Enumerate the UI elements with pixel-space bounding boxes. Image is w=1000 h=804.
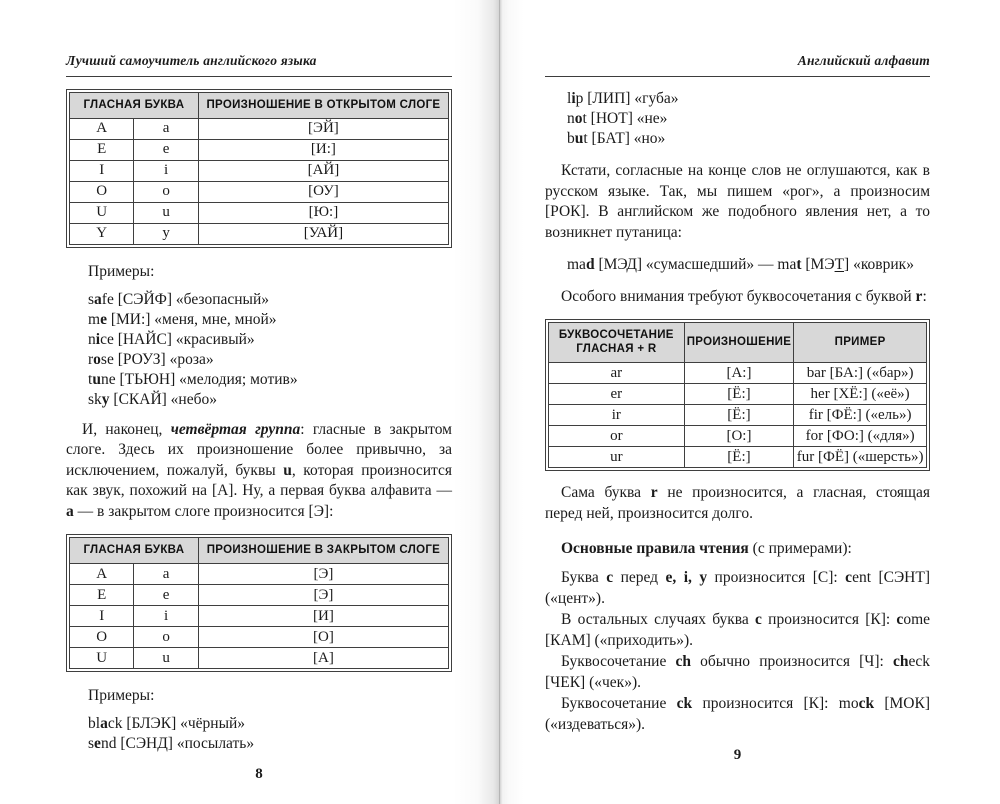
- table-cell: e: [134, 585, 198, 606]
- closed-syllable-table: [66, 534, 452, 672]
- table-cell: O: [70, 181, 134, 202]
- table-header-row: [70, 93, 449, 119]
- table-cell: [Ё:]: [684, 384, 794, 405]
- table-cell: her [ХЁ:] («её»): [794, 384, 927, 405]
- example-line: but [БАТ] «но»: [567, 130, 666, 147]
- example-line: black [БЛЭК] «чёрный»: [88, 715, 246, 733]
- table-cell: O: [70, 627, 134, 648]
- table-cell: o: [134, 627, 198, 648]
- table-cell: fir [ФЁ:] («ель»): [794, 405, 927, 426]
- table-cell: ar: [549, 363, 685, 384]
- table-cell: [И:]: [198, 139, 448, 160]
- table-cell: [Ё:]: [684, 405, 794, 426]
- reading-rules-list: [545, 567, 930, 735]
- page-gutter-line: [499, 0, 500, 804]
- example-line: nice [НАЙС] «красивый»: [88, 330, 255, 348]
- table-cell: a: [134, 118, 198, 139]
- table-header-cell-pronunciation: ПРОИЗНОШЕНИЕ: [684, 322, 794, 363]
- table-cell: E: [70, 585, 134, 606]
- table-cell: or: [549, 426, 685, 447]
- table-cell: [Ё:]: [684, 447, 794, 468]
- table-cell: [УАЙ]: [198, 223, 448, 244]
- left-page: [66, 52, 452, 783]
- rule-paragraph: Буквосочетание ch обычно произносится [Ч]: check [ЧЕК] («чек»).: [545, 653, 931, 692]
- table-row: [549, 447, 927, 468]
- table-row: [70, 118, 449, 139]
- rule-paragraph: В остальных случаях буква c произносится [К]: come [КАМ] («приходить»).: [545, 611, 930, 650]
- table-cell: A: [70, 118, 134, 139]
- table-cell: I: [70, 160, 134, 181]
- running-head-right: Английский алфавит: [797, 53, 930, 68]
- table-cell: u: [134, 648, 198, 669]
- table-cell: fur [ФЁ] («шерсть»): [794, 447, 927, 468]
- open-syllable-examples: [66, 290, 452, 410]
- table-cell: [О]: [198, 627, 448, 648]
- table-row: [70, 585, 449, 606]
- top-examples: [545, 89, 930, 149]
- page-number-right: 9: [733, 747, 742, 764]
- table-cell: [А:]: [684, 363, 794, 384]
- table-header-cell-combination: БУКВОСОЧЕТАНИЕ ГЛАСНАЯ + R: [549, 322, 685, 363]
- r-combination-table: [545, 319, 930, 472]
- table-cell: ir: [549, 405, 685, 426]
- table-row: [70, 160, 449, 181]
- example-line: sky [СКАЙ] «небо»: [88, 390, 217, 408]
- example-line: rose [РОУЗ] «роза»: [88, 350, 214, 368]
- table-cell: er: [549, 384, 685, 405]
- example-line: send [СЭНД] «посылать»: [88, 735, 255, 753]
- table-row: [70, 223, 449, 244]
- paragraph-r-silent: Сама буква r не произносится, а гласная, стоящая перед ней, произносится долго.: [545, 484, 930, 522]
- table-cell: U: [70, 648, 134, 669]
- table-cell: ur: [549, 447, 685, 468]
- rule-paragraph: Буквосочетание ck произносится [К]: mock [МОК] («издеваться»).: [545, 695, 930, 734]
- table-cell: [ОУ]: [198, 181, 448, 202]
- table-header-cell-pronunciation: ПРОИЗНОШЕНИЕ В ОТКРЫТОМ СЛОГЕ: [198, 93, 448, 119]
- example-line: tune [ТЬЮН] «мелодия; мотив»: [88, 370, 298, 388]
- example-line: lip [ЛИП] «губа»: [567, 90, 679, 107]
- table-row: [70, 627, 449, 648]
- table-row: [70, 648, 449, 669]
- table-cell: [Э]: [198, 564, 448, 585]
- table-row: [549, 363, 927, 384]
- examples-label: Примеры:: [88, 687, 155, 705]
- example-line: not [НОТ] «не»: [567, 110, 668, 127]
- table-cell: Y: [70, 223, 134, 244]
- table-cell: bar [БА:] («бар»): [794, 363, 927, 384]
- table-row: [70, 564, 449, 585]
- table-cell: [Ю:]: [198, 202, 448, 223]
- paragraph-closed-syllable-intro: И, наконец, четвёртая группа: гласные в закрытом слоге. Здесь их произношение более привычно, за исключением, пожалуй, буквы u, которая произносится как звук, похожий на [А]. Ну, а первая буква алфавита — a — в закрытом слоге произносится [Э]:: [66, 420, 452, 520]
- reading-rules-heading: Основные правила чтения (с примерами):: [561, 540, 852, 558]
- table-header-cell-example: ПРИМЕР: [794, 322, 927, 363]
- table-cell: for [ФО:] («для»): [794, 426, 927, 447]
- page-gutter-shadow: [452, 0, 524, 804]
- examples-label: Примеры:: [88, 262, 155, 280]
- table-cell: a: [134, 564, 198, 585]
- table-row: [549, 405, 927, 426]
- table-cell: E: [70, 139, 134, 160]
- table-cell: y: [134, 223, 198, 244]
- table-header-cell-letter: ГЛАСНАЯ БУКВА: [70, 538, 199, 564]
- table-cell: [А]: [198, 648, 448, 669]
- table-cell: e: [134, 139, 198, 160]
- table-row: [70, 606, 449, 627]
- paragraph-r-combinations-intro: Особого внимания требуют буквосочетания с буквой r:: [561, 288, 927, 305]
- closed-syllable-examples: [66, 714, 452, 754]
- example-line: me [МИ:] «меня, мне, мной»: [88, 310, 277, 328]
- open-syllable-table: [66, 89, 452, 248]
- table-row: [70, 139, 449, 160]
- page-number-left: 8: [255, 766, 263, 783]
- table-cell: i: [134, 160, 198, 181]
- table-cell: I: [70, 606, 134, 627]
- table-cell: A: [70, 564, 134, 585]
- table-row: [70, 202, 449, 223]
- table-header-cell-pronunciation: ПРОИЗНОШЕНИЕ В ЗАКРЫТОМ СЛОГЕ: [198, 538, 448, 564]
- table-row: [70, 181, 449, 202]
- table-cell: U: [70, 202, 134, 223]
- table-cell: [АЙ]: [198, 160, 448, 181]
- table-row: [549, 426, 927, 447]
- table-header-row: [549, 322, 927, 363]
- example-mad-mat: mad [МЭД] «сумасшедший» — mat [МЭТ] «коврик»: [567, 256, 914, 273]
- table-cell: o: [134, 181, 198, 202]
- example-line: safe [СЭЙФ] «безопасный»: [88, 290, 270, 308]
- table-cell: [ЭЙ]: [198, 118, 448, 139]
- table-cell: i: [134, 606, 198, 627]
- table-cell: [Э]: [198, 585, 448, 606]
- table-cell: u: [134, 202, 198, 223]
- running-head-left: Лучший самоучитель английского языка: [66, 53, 317, 68]
- table-row: [549, 384, 927, 405]
- table-header-cell-letter: ГЛАСНАЯ БУКВА: [70, 93, 199, 119]
- right-page: [545, 52, 930, 764]
- running-head-rule-right: [545, 76, 930, 77]
- running-head-rule-left: [66, 76, 452, 77]
- rule-paragraph: Буква c перед e, i, y произносится [С]: cent [СЭНТ] («цент»).: [545, 569, 930, 608]
- paragraph-final-consonants: Кстати, согласные на конце слов не оглушаются, как в русском языке. Так, мы пишем «рог», а произносим [РОК]. В английском же подобного явления нет, а то возникнет путаница:: [545, 162, 930, 241]
- table-header-row: [70, 538, 449, 564]
- table-cell: [О:]: [684, 426, 794, 447]
- table-cell: [И]: [198, 606, 448, 627]
